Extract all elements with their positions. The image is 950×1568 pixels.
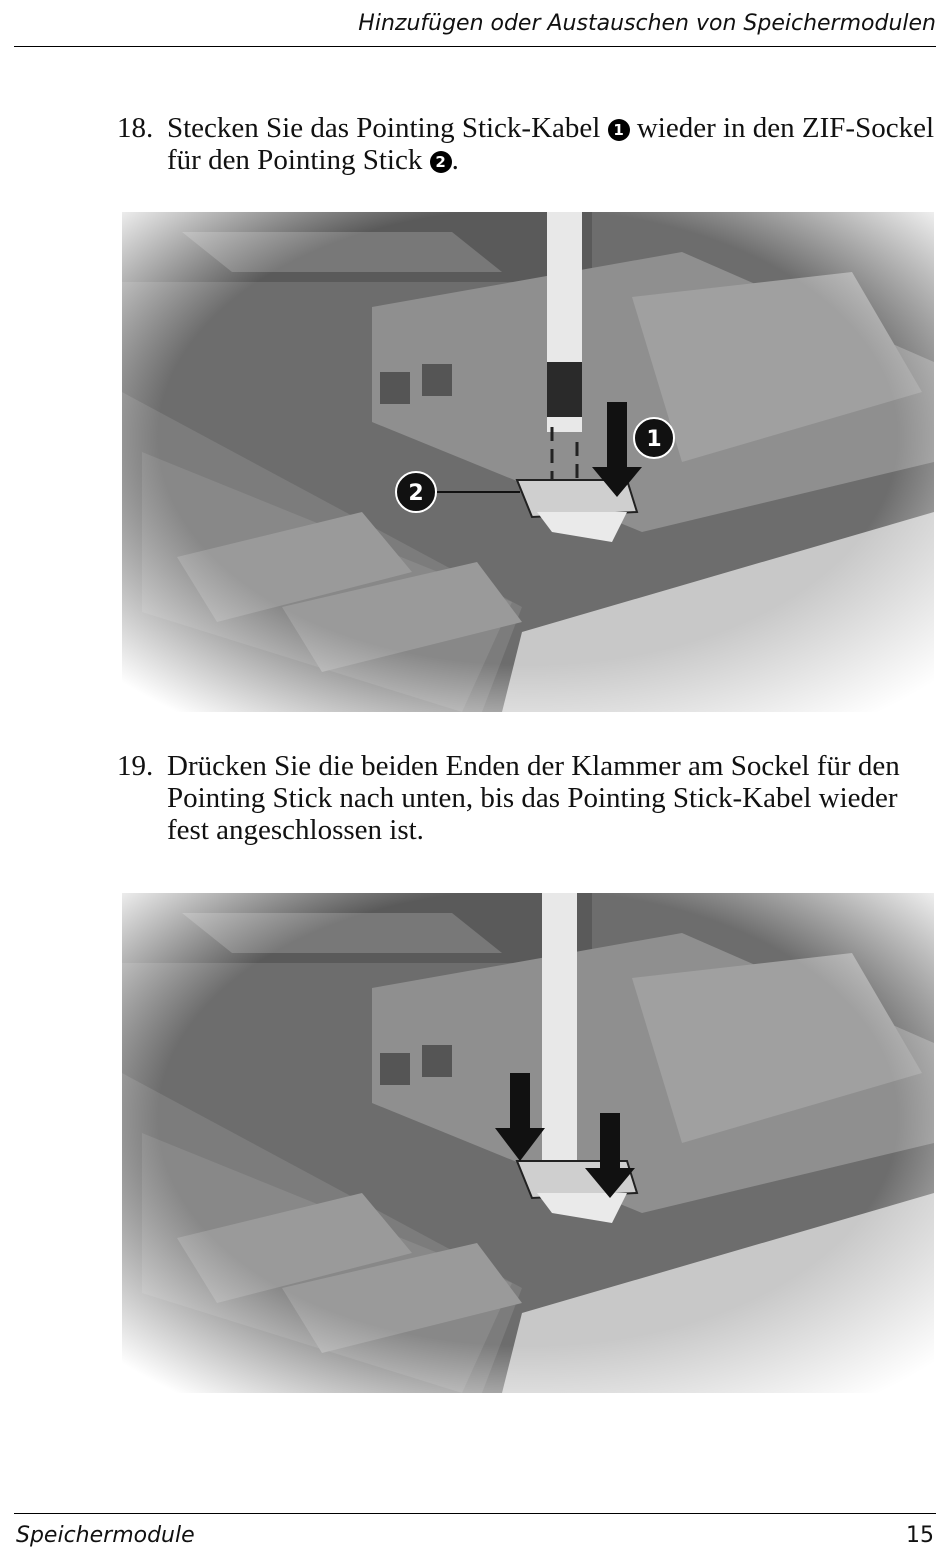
running-header [14, 6, 936, 47]
callout-2-badge: 2 [430, 151, 452, 173]
step-18 [117, 112, 937, 176]
step-number: 19. [117, 750, 154, 782]
step-text: Drücken Sie die beiden Enden der Klammer am Sockel für den Pointing Stick nach unten, bis das Pointing Stick-Kabel wieder fest angeschlossen ist. [167, 750, 900, 846]
running-footer [14, 1513, 936, 1560]
page-number: 15 [906, 1523, 934, 1548]
figure-insert-cable [122, 212, 934, 712]
step-number: 18. [117, 112, 154, 144]
step-text: Stecken Sie das Pointing Stick-Kabel 1 wieder in den ZIF-Sockel für den Pointing Stick 2 . [167, 112, 935, 176]
figure-2-illustration [122, 893, 934, 1393]
header-title: Hinzufügen oder Austauschen von Speichermodulen [358, 11, 936, 36]
footer-section: Speichermodule [16, 1523, 195, 1548]
step-19 [117, 750, 937, 846]
figure-press-clip [122, 893, 934, 1393]
figure-1-illustration [122, 212, 934, 712]
callout-1-badge: 1 [608, 119, 630, 141]
